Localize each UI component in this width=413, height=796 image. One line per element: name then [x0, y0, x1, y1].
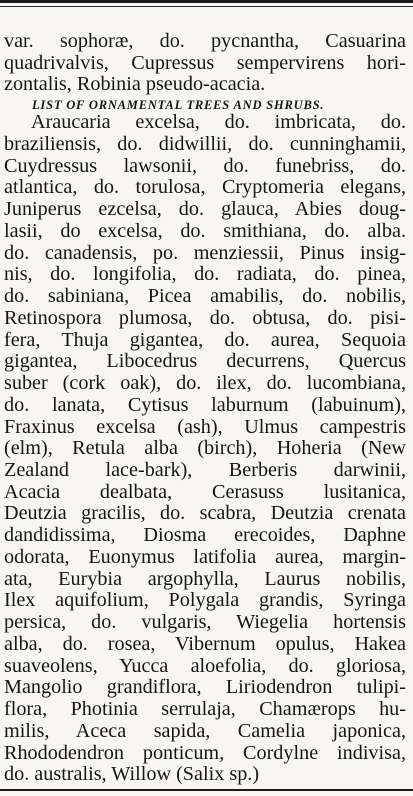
- list-line: gigantea, Libocedrus decurrens, Quercus: [4, 350, 406, 373]
- list-line: lasii, do excelsa, do. smithiana, do. alba.: [4, 219, 406, 242]
- list-line: (elm), Retula alba (birch), Hoheria (New: [4, 437, 406, 460]
- list-line: ata, Eurybia argophylla, Laurus nobilis,: [4, 567, 406, 590]
- intro-line: var. sophoræ, do. pycnantha, Casuarina: [4, 30, 406, 52]
- list-line: do. sabiniana, Picea amabilis, do. nobilis,: [4, 285, 406, 308]
- list-line: Cuydressus lawsonii, do. funebriss, do.: [4, 154, 406, 177]
- list-line: persica, do. vulgaris, Wiegelia hortensis: [4, 611, 406, 634]
- list-line: Rhododendron ponticum, Cordylne indivisa,: [4, 741, 406, 764]
- list-line: Ilex aquifolium, Polygala grandis, Syringa: [4, 589, 406, 612]
- list-line: fera, Thuja gigantea, do. aurea, Sequoia: [4, 328, 406, 351]
- intro-line: zontalis, Robinia pseudo-acacia.: [4, 73, 266, 96]
- list-line: odorata, Euonymus latifolia aurea, margin-: [4, 545, 406, 568]
- list-line: Zealand lace-bark), Berberis darwinii,: [4, 458, 406, 481]
- list-line: Araucaria excelsa, do. imbricata, do.: [31, 111, 406, 134]
- list-line: Acacia dealbata, Cerasuss lusitanica,: [4, 480, 406, 503]
- list-line: Mangolio grandiflora, Liriodendron tulipi-: [4, 676, 406, 699]
- intro-line: quadrivalvis, Cupressus sempervirens hori-: [4, 51, 406, 74]
- list-line: Fraxinus excelsa (ash), Ulmus campestris: [4, 415, 406, 438]
- list-line: milis, Aceca sapida, Camelia japonica,: [4, 719, 406, 742]
- list-line: atlantica, do. torulosa, Cryptomeria elegans,: [4, 176, 406, 199]
- top-rule-thin: [0, 6, 413, 7]
- list-line: alba, do. rosea, Vibernum opulus, Hakea: [4, 632, 406, 655]
- list-line: suber (cork oak), do. ilex, do. lucombiana,: [4, 372, 406, 395]
- top-rule: [0, 0, 413, 3]
- list-line: do. lanata, Cytisus laburnum (labuinum),: [4, 393, 406, 416]
- bottom-rule: [0, 789, 413, 791]
- list-line: dandidissima, Diosma erecoides, Daphne: [4, 524, 406, 547]
- list-line: suaveolens, Yucca aloefolia, do. gloriosa,: [4, 654, 406, 677]
- section-heading: LIST OF ORNAMENTAL TREES AND SHRUBS.: [32, 98, 325, 113]
- list-line: braziliensis, do. didwillii, do. cunninghamii,: [4, 132, 406, 155]
- list-line: Retinospora plumosa, do. obtusa, do. pisi-: [4, 306, 406, 329]
- list-line: nis, do. longifolia, do. radiata, do. pinea,: [4, 263, 406, 286]
- list-line: Juniperus ezcelsa, do. glauca, Abies doug-: [4, 198, 406, 221]
- list-line: flora, Photinia serrulaja, Chamærops hu-: [4, 698, 406, 721]
- list-line: do. canadensis, po. menziessii, Pinus insig-: [4, 241, 406, 264]
- list-line: Deutzia gracilis, do. scabra, Deutzia crenata: [4, 502, 406, 525]
- list-line: do. australis, Willow (Salix sp.): [4, 763, 260, 786]
